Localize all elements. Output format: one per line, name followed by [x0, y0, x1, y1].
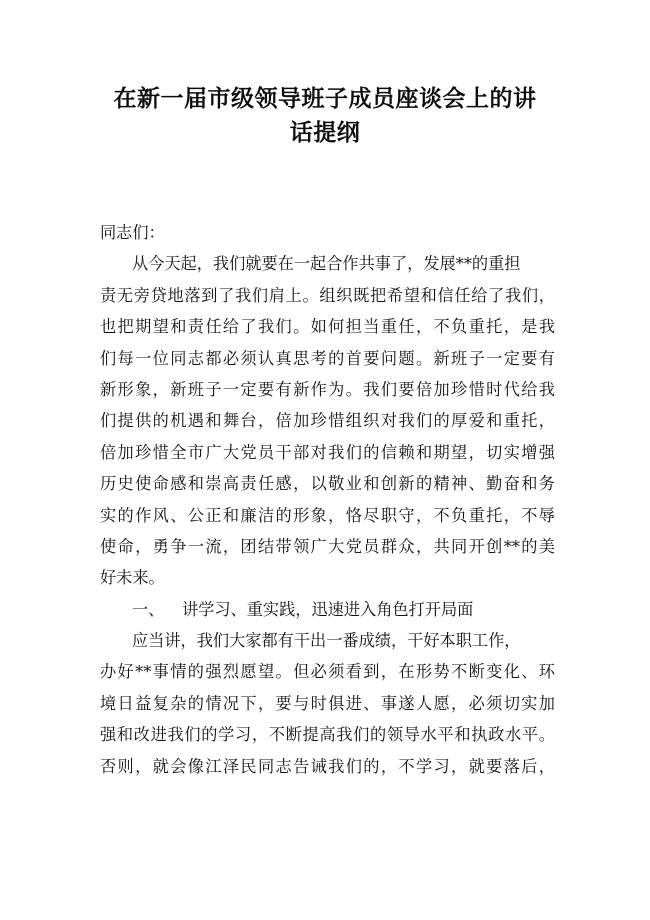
- section-heading-1: [100, 594, 555, 625]
- paragraph-line: 应当讲，我们大家都有干出一番成绩，干好本职工作，: [132, 631, 521, 651]
- section-heading-text: 讲学习、重实践，迅速进入角色打开局面: [182, 599, 474, 619]
- paragraph-line: 强和改进我们的学习，不断提高我们的领导水平和执政水平。: [100, 725, 555, 745]
- paragraph-line: 境日益复杂的情况下，要与时俱进、事遂人愿，必须切实加: [100, 693, 555, 713]
- paragraph-line: 办好**事情的强烈愿望。但必须看到，在形势不断变化、环: [100, 662, 555, 682]
- paragraph-line: 好未来。: [100, 568, 165, 588]
- section-number: 一、: [132, 599, 165, 619]
- title-line-1: 在新一届市级领导班子成员座谈会上的讲: [113, 86, 537, 112]
- title-line-2: 话提纲: [289, 120, 361, 146]
- paragraph-line: 倍加珍惜全市广大党员干部对我们的信赖和期望，切实增强: [100, 442, 555, 462]
- paragraph-section-1: [100, 625, 555, 782]
- paragraph-line: 实的作风、公正和廉洁的形象，恪尽职守，不负重托，不辱: [100, 505, 555, 525]
- paragraph-line: 们提供的机遇和舞台，倍加珍惜组织对我们的厚爱和重托，: [100, 411, 555, 431]
- salutation: 同志们：: [100, 223, 165, 242]
- paragraph-line: 从今天起，我们就要在一起合作共事了，发展**的重担: [132, 254, 521, 274]
- paragraph-line: 责无旁贷地落到了我们肩上。组织既把希望和信任给了我们，: [100, 285, 555, 305]
- paragraph-opening: [100, 248, 555, 593]
- document-title: [95, 82, 555, 150]
- paragraph-line: 使命，勇争一流，团结带领广大党员群众，共同开创**的美: [100, 536, 555, 556]
- paragraph-line: 新形象，新班子一定要有新作为。我们要倍加珍惜时代给我: [100, 379, 555, 399]
- paragraph-line: 们每一位同志都必须认真思考的首要问题。新班子一定要有: [100, 348, 555, 368]
- paragraph-line: 历史使命感和崇高责任感，以敬业和创新的精神、勤奋和务: [100, 474, 555, 494]
- paragraph-line: 也把期望和责任给了我们。如何担当重任，不负重托，是我: [100, 317, 555, 337]
- document-body: [100, 217, 555, 782]
- paragraph-line: 否则，就会像江泽民同志告诫我们的，不学习，就要落后，: [100, 756, 555, 776]
